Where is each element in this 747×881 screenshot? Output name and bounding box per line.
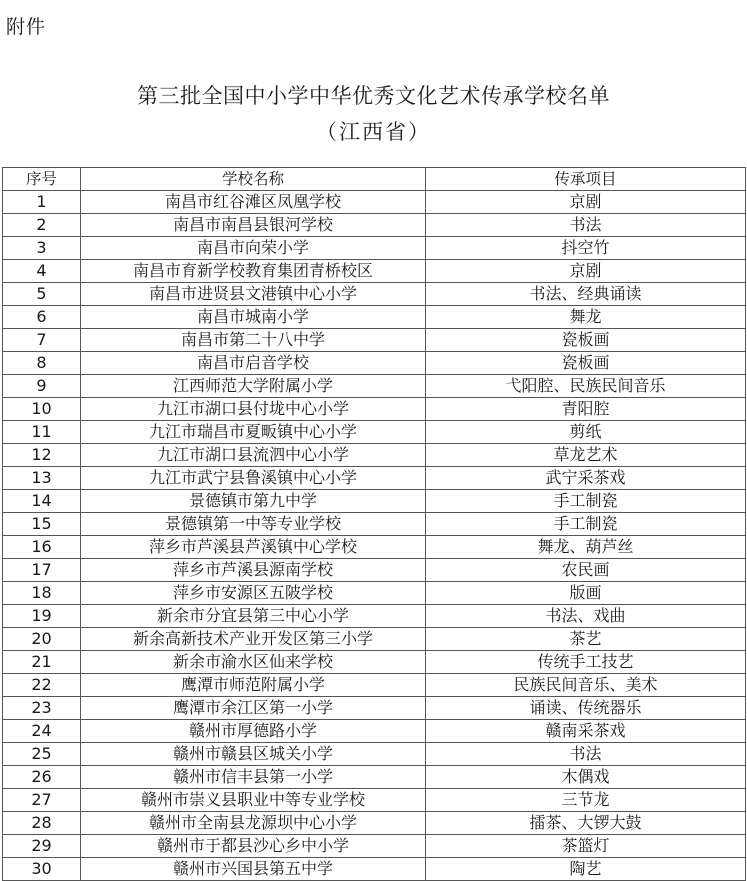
project-cell: 书法 xyxy=(426,743,746,766)
school-name-cell: 赣州市兴国县第五中学 xyxy=(81,858,426,881)
row-number-cell: 30 xyxy=(3,858,81,881)
project-cell: 书法、戏曲 xyxy=(426,605,746,628)
project-cell: 剪纸 xyxy=(426,421,746,444)
project-cell: 京剧 xyxy=(426,191,746,214)
table-row xyxy=(3,444,746,467)
row-number-cell: 10 xyxy=(3,398,81,421)
row-number-cell: 5 xyxy=(3,283,81,306)
school-name-cell: 南昌市城南小学 xyxy=(81,306,426,329)
school-name-cell: 新余市渝水区仙来学校 xyxy=(81,651,426,674)
project-cell: 陶艺 xyxy=(426,858,746,881)
school-name-cell: 赣州市崇义县职业中等专业学校 xyxy=(81,789,426,812)
table-row xyxy=(3,421,746,444)
project-cell: 草龙艺术 xyxy=(426,444,746,467)
row-number-cell: 1 xyxy=(3,191,81,214)
school-name-cell: 南昌市第二十八中学 xyxy=(81,329,426,352)
school-name-cell: 赣州市全南县龙源坝中心小学 xyxy=(81,812,426,835)
row-number-cell: 18 xyxy=(3,582,81,605)
project-cell: 京剧 xyxy=(426,260,746,283)
column-header-project: 传承项目 xyxy=(426,168,746,191)
table-row xyxy=(3,467,746,490)
table-row xyxy=(3,651,746,674)
school-name-cell: 赣州市于都县沙心乡中小学 xyxy=(81,835,426,858)
document-title: 第三批全国中小学中华优秀文化艺术传承学校名单 xyxy=(137,84,610,108)
row-number-cell: 7 xyxy=(3,329,81,352)
school-name-cell: 景德镇第一中等专业学校 xyxy=(81,513,426,536)
column-header-school: 学校名称 xyxy=(81,168,426,191)
project-cell: 农民画 xyxy=(426,559,746,582)
project-cell: 舞龙 xyxy=(426,306,746,329)
row-number-cell: 27 xyxy=(3,789,81,812)
table-row xyxy=(3,306,746,329)
table-row xyxy=(3,536,746,559)
table-row xyxy=(3,789,746,812)
project-cell: 手工制瓷 xyxy=(426,513,746,536)
row-number-cell: 9 xyxy=(3,375,81,398)
project-cell: 传统手工技艺 xyxy=(426,651,746,674)
school-name-cell: 江西师范大学附属小学 xyxy=(81,375,426,398)
school-name-cell: 鹰潭市余江区第一小学 xyxy=(81,697,426,720)
school-name-cell: 赣州市厚德路小学 xyxy=(81,720,426,743)
project-cell: 瓷板画 xyxy=(426,329,746,352)
table-header-row xyxy=(3,168,746,191)
project-cell: 茶艺 xyxy=(426,628,746,651)
row-number-cell: 12 xyxy=(3,444,81,467)
school-name-cell: 萍乡市安源区五陂学校 xyxy=(81,582,426,605)
table-row xyxy=(3,237,746,260)
school-name-cell: 新余市分宜县第三中心小学 xyxy=(81,605,426,628)
row-number-cell: 4 xyxy=(3,260,81,283)
row-number-cell: 23 xyxy=(3,697,81,720)
row-number-cell: 20 xyxy=(3,628,81,651)
project-cell: 版画 xyxy=(426,582,746,605)
table-row xyxy=(3,191,746,214)
school-name-cell: 萍乡市芦溪县芦溪镇中心学校 xyxy=(81,536,426,559)
project-cell: 诵读、传统器乐 xyxy=(426,697,746,720)
row-number-cell: 15 xyxy=(3,513,81,536)
table-row xyxy=(3,582,746,605)
row-number-cell: 16 xyxy=(3,536,81,559)
school-name-cell: 南昌市育新学校教育集团青桥校区 xyxy=(81,260,426,283)
project-cell: 弋阳腔、民族民间音乐 xyxy=(426,375,746,398)
project-cell: 瓷板画 xyxy=(426,352,746,375)
project-cell: 抖空竹 xyxy=(426,237,746,260)
table-row xyxy=(3,766,746,789)
table-row xyxy=(3,812,746,835)
table-row xyxy=(3,697,746,720)
table-row xyxy=(3,858,746,881)
table-body xyxy=(3,191,746,881)
table-row xyxy=(3,559,746,582)
table-row xyxy=(3,329,746,352)
school-name-cell: 新余高新技术产业开发区第三小学 xyxy=(81,628,426,651)
table-row xyxy=(3,605,746,628)
row-number-cell: 3 xyxy=(3,237,81,260)
table-row xyxy=(3,260,746,283)
column-header-number: 序号 xyxy=(3,168,81,191)
table-row xyxy=(3,398,746,421)
document-subtitle: （江西省） xyxy=(316,120,431,144)
project-cell: 茶篮灯 xyxy=(426,835,746,858)
project-cell: 赣南采茶戏 xyxy=(426,720,746,743)
row-number-cell: 21 xyxy=(3,651,81,674)
school-list-table xyxy=(2,167,746,881)
table-row xyxy=(3,513,746,536)
school-name-cell: 萍乡市芦溪县源南学校 xyxy=(81,559,426,582)
school-name-cell: 九江市湖口县流泗中心小学 xyxy=(81,444,426,467)
school-name-cell: 赣州市信丰县第一小学 xyxy=(81,766,426,789)
row-number-cell: 2 xyxy=(3,214,81,237)
row-number-cell: 19 xyxy=(3,605,81,628)
row-number-cell: 26 xyxy=(3,766,81,789)
table-row xyxy=(3,835,746,858)
school-name-cell: 南昌市南昌县银河学校 xyxy=(81,214,426,237)
table-row xyxy=(3,628,746,651)
attachment-label: 附件 xyxy=(6,16,47,38)
table-row xyxy=(3,490,746,513)
row-number-cell: 8 xyxy=(3,352,81,375)
row-number-cell: 24 xyxy=(3,720,81,743)
table-row xyxy=(3,743,746,766)
row-number-cell: 29 xyxy=(3,835,81,858)
school-name-cell: 九江市湖口县付垅中心小学 xyxy=(81,398,426,421)
row-number-cell: 13 xyxy=(3,467,81,490)
row-number-cell: 11 xyxy=(3,421,81,444)
school-name-cell: 景德镇市第九中学 xyxy=(81,490,426,513)
school-name-cell: 鹰潭市师范附属小学 xyxy=(81,674,426,697)
row-number-cell: 28 xyxy=(3,812,81,835)
project-cell: 舞龙、葫芦丝 xyxy=(426,536,746,559)
project-cell: 书法、经典诵读 xyxy=(426,283,746,306)
school-name-cell: 南昌市启音学校 xyxy=(81,352,426,375)
project-cell: 手工制瓷 xyxy=(426,490,746,513)
table-row xyxy=(3,674,746,697)
row-number-cell: 25 xyxy=(3,743,81,766)
table-row xyxy=(3,352,746,375)
school-name-cell: 南昌市红谷滩区凤凰学校 xyxy=(81,191,426,214)
row-number-cell: 6 xyxy=(3,306,81,329)
row-number-cell: 17 xyxy=(3,559,81,582)
table-row xyxy=(3,375,746,398)
row-number-cell: 14 xyxy=(3,490,81,513)
project-cell: 民族民间音乐、美术 xyxy=(426,674,746,697)
project-cell: 青阳腔 xyxy=(426,398,746,421)
table-row xyxy=(3,283,746,306)
table-row xyxy=(3,720,746,743)
project-cell: 书法 xyxy=(426,214,746,237)
project-cell: 擂茶、大锣大鼓 xyxy=(426,812,746,835)
school-name-cell: 九江市武宁县鲁溪镇中心小学 xyxy=(81,467,426,490)
school-name-cell: 南昌市进贤县文港镇中心小学 xyxy=(81,283,426,306)
school-name-cell: 赣州市赣县区城关小学 xyxy=(81,743,426,766)
row-number-cell: 22 xyxy=(3,674,81,697)
school-name-cell: 南昌市向荣小学 xyxy=(81,237,426,260)
school-name-cell: 九江市瑞昌市夏畈镇中心小学 xyxy=(81,421,426,444)
project-cell: 武宁采茶戏 xyxy=(426,467,746,490)
table-row xyxy=(3,214,746,237)
project-cell: 木偶戏 xyxy=(426,766,746,789)
project-cell: 三节龙 xyxy=(426,789,746,812)
